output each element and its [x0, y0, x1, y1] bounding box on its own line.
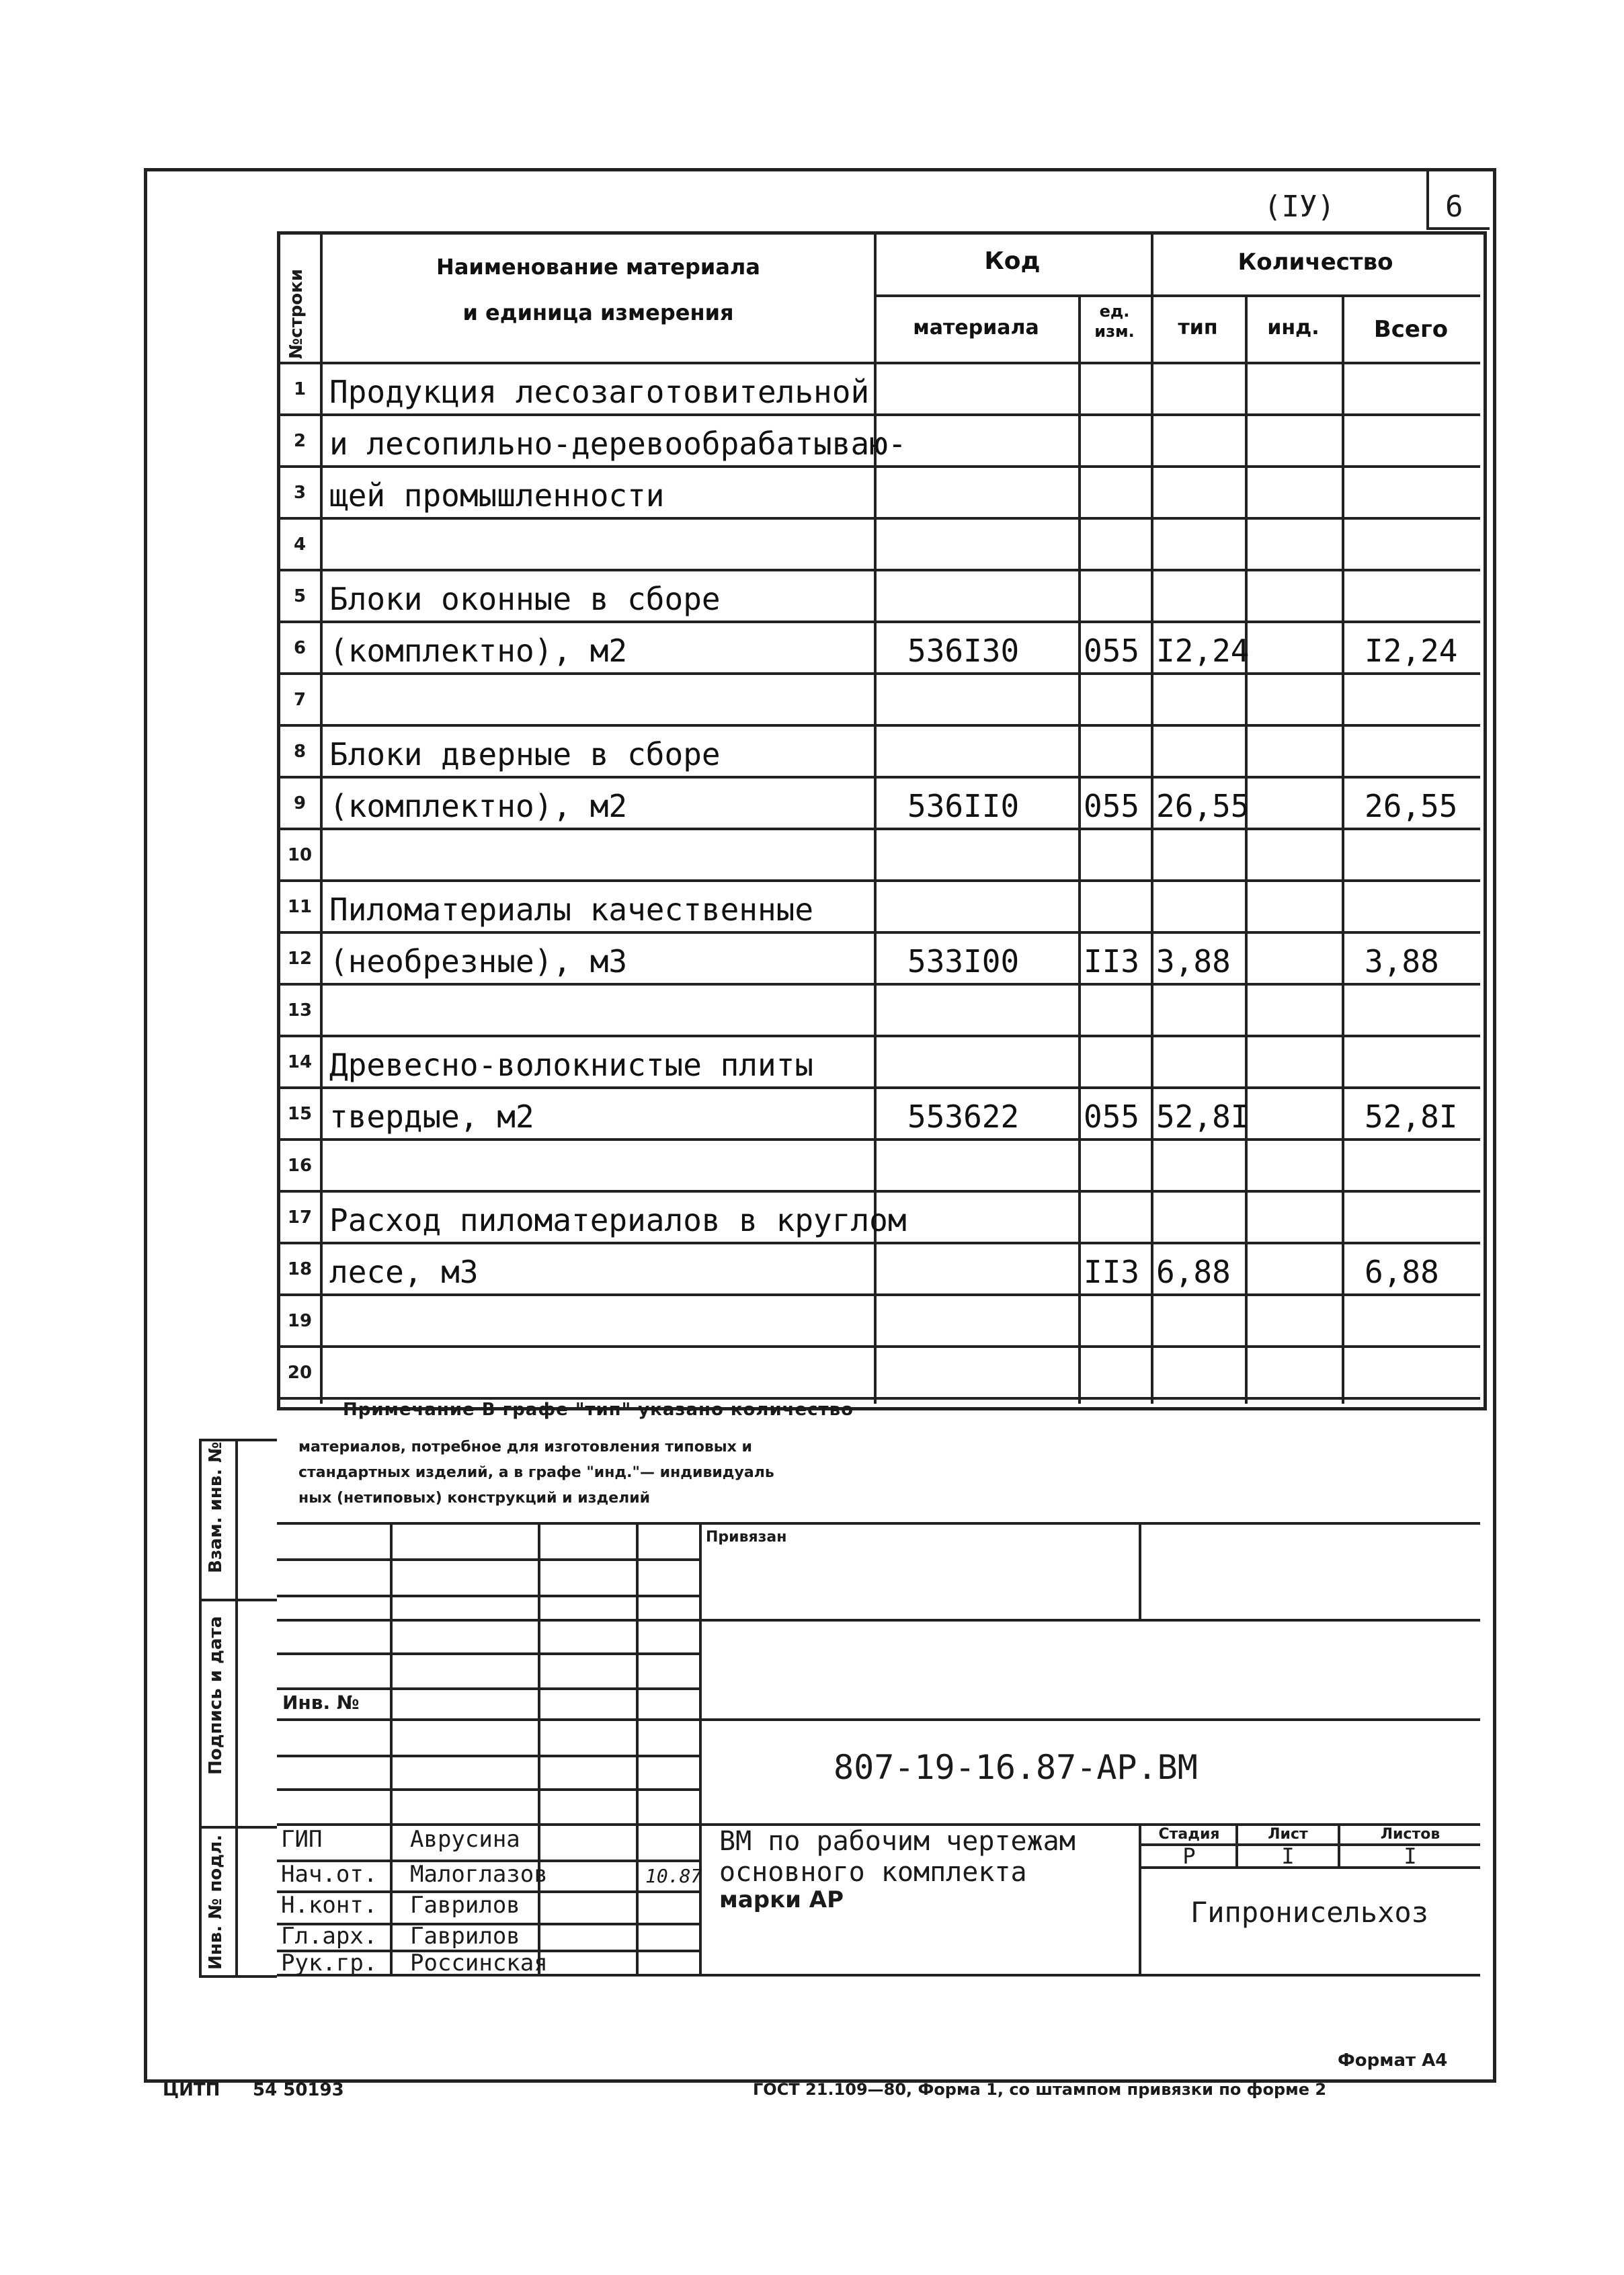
row-divider: [277, 724, 1480, 727]
row-unit: 055: [1084, 788, 1140, 824]
row-name: и лесопильно-деревообрабатываю-: [329, 426, 907, 462]
row-divider: [277, 1086, 1480, 1089]
row-code: 536I30: [907, 633, 1020, 669]
vzam-label: Взам. инв. №: [206, 1441, 226, 1573]
row-number: 11: [287, 897, 313, 917]
organization: Гипронисельхоз: [1190, 1896, 1428, 1929]
material-code-header: материала: [913, 316, 1039, 340]
role-name: Гаврилов: [410, 1892, 520, 1919]
role-title: Н.конт.: [281, 1892, 378, 1919]
row-type: 6,88: [1156, 1254, 1231, 1290]
role-name: Малоглазов: [410, 1861, 548, 1888]
row-number: 18: [287, 1259, 313, 1279]
row-divider: [277, 983, 1480, 986]
sheets-value: I: [1404, 1843, 1417, 1869]
footer-org: ЦИТП: [163, 2080, 220, 2100]
row-code: 536II0: [907, 788, 1020, 824]
row-unit: II3: [1084, 943, 1140, 980]
row-name: твердые, м2: [329, 1099, 534, 1135]
podp-label: Подпись и дата: [206, 1615, 226, 1775]
row-divider: [277, 1035, 1480, 1037]
role-name: Гаврилов: [410, 1923, 520, 1950]
row-type: 26,55: [1156, 788, 1250, 824]
row-type: 3,88: [1156, 943, 1231, 980]
sheet-code: (IУ): [1264, 190, 1335, 224]
privyazan-label: Привязан: [706, 1529, 787, 1546]
row-number-header: №строки: [286, 268, 307, 359]
row-name: (комплектно), м2: [329, 788, 628, 824]
role-title: Гл.арх.: [281, 1923, 378, 1950]
row-number: 16: [287, 1156, 313, 1176]
row-number: 15: [287, 1104, 313, 1124]
row-total: 6,88: [1365, 1254, 1439, 1290]
row-number: 2: [293, 431, 307, 451]
row-divider: [277, 465, 1480, 468]
gost-label: ГОСТ 21.109—80, Форма 1, со штампом привязки по форме 2: [753, 2080, 1327, 2099]
row-number: 10: [287, 845, 313, 865]
document-code: 807-19-16.87-АР.ВМ: [834, 1748, 1198, 1787]
row-divider: [277, 931, 1480, 934]
footer-number: 54 50193: [253, 2080, 344, 2100]
row-code: 553622: [907, 1099, 1020, 1135]
row-number: 20: [287, 1363, 313, 1383]
unit-header: ед. изм.: [1094, 302, 1135, 341]
role-title: ГИП: [281, 1826, 323, 1853]
row-number: 5: [293, 586, 307, 606]
stage-header: Стадия: [1158, 1826, 1220, 1843]
stage-value: Р: [1182, 1843, 1196, 1869]
row-name: Блоки дверные в сборе: [329, 736, 721, 772]
row-divider: [277, 1293, 1480, 1296]
date-mark: 10.87: [645, 1865, 702, 1887]
role-name: Аврусина: [410, 1826, 520, 1853]
row-total: 52,8I: [1365, 1099, 1458, 1135]
row-number: 19: [287, 1311, 313, 1331]
name-header-line2: и единица измерения: [462, 300, 734, 325]
note-line-3: стандартных изделий, а в графе "инд."— индивидуаль: [298, 1464, 774, 1481]
title-line-3: марки АР: [719, 1886, 844, 1913]
row-number: 14: [287, 1052, 313, 1072]
row-divider: [277, 1345, 1480, 1348]
row-number: 9: [293, 793, 307, 813]
name-header-line1: Наименование материала: [436, 254, 760, 280]
sheet-header: Лист: [1268, 1826, 1308, 1843]
row-code: 533I00: [907, 943, 1020, 980]
note-line-4: ных (нетиповых) конструкций и изделий: [298, 1490, 651, 1507]
sheets-header: Листов: [1380, 1826, 1440, 1843]
row-unit: 055: [1084, 1099, 1140, 1135]
title-line-1: ВМ по рабочим чертежам: [719, 1826, 1075, 1857]
row-number: 6: [293, 638, 307, 658]
row-divider: [277, 1138, 1480, 1141]
row-number: 3: [293, 483, 307, 503]
note-line-1: Примечание В графе "тип" указано количество: [343, 1400, 854, 1420]
row-name: лесе, м3: [329, 1254, 479, 1290]
row-number: 12: [287, 949, 313, 969]
ind-header: инд.: [1267, 316, 1320, 340]
row-name: Блоки оконные в сборе: [329, 581, 721, 617]
inv-label: Инв. № подл.: [206, 1834, 226, 1970]
role-title: Нач.от.: [281, 1861, 378, 1888]
row-divider: [277, 517, 1480, 520]
row-divider: [277, 569, 1480, 571]
row-divider: [277, 776, 1480, 779]
sheet-number: 6: [1445, 190, 1463, 224]
inv-no-label: Инв. №: [282, 1691, 360, 1714]
row-name: щей промышленности: [329, 477, 665, 514]
row-name: Древесно-волокнистые плиты: [329, 1047, 814, 1083]
row-number: 1: [293, 379, 307, 399]
row-total: 26,55: [1365, 788, 1458, 824]
row-unit: 055: [1084, 633, 1140, 669]
row-divider: [277, 1190, 1480, 1193]
row-number: 13: [287, 1000, 313, 1021]
row-divider: [277, 621, 1480, 623]
row-name: (необрезные), м3: [329, 943, 628, 980]
note-line-2: материалов, потребное для изготовления типовых и: [298, 1439, 752, 1455]
sheet-value: I: [1281, 1843, 1295, 1869]
row-type: I2,24: [1156, 633, 1250, 669]
title-line-2: основного комплекта: [719, 1857, 1027, 1888]
row-number: 4: [293, 534, 307, 555]
total-header: Всего: [1373, 316, 1449, 343]
role-name: Россинская: [410, 1950, 548, 1977]
row-number: 7: [293, 690, 307, 710]
row-name: (комплектно), м2: [329, 633, 628, 669]
row-number: 8: [293, 742, 307, 762]
code-header: Код: [984, 247, 1041, 275]
row-divider: [277, 413, 1480, 416]
row-unit: II3: [1084, 1254, 1140, 1290]
row-total: 3,88: [1365, 943, 1439, 980]
row-name: Продукция лесозаготовительной: [329, 374, 870, 410]
role-title: Рук.гр.: [281, 1950, 378, 1977]
row-total: I2,24: [1365, 633, 1458, 669]
row-divider: [277, 672, 1480, 675]
row-divider: [277, 1242, 1480, 1244]
row-number: 17: [287, 1207, 313, 1228]
row-type: 52,8I: [1156, 1099, 1250, 1135]
row-name: Расход пиломатериалов в круглом: [329, 1202, 907, 1238]
type-header: тип: [1178, 316, 1218, 340]
row-divider: [277, 828, 1480, 830]
quantity-header: Количество: [1237, 249, 1393, 276]
row-divider: [277, 879, 1480, 882]
row-name: Пиломатериалы качественные: [329, 891, 814, 928]
format-label: Формат А4: [1338, 2050, 1448, 2071]
